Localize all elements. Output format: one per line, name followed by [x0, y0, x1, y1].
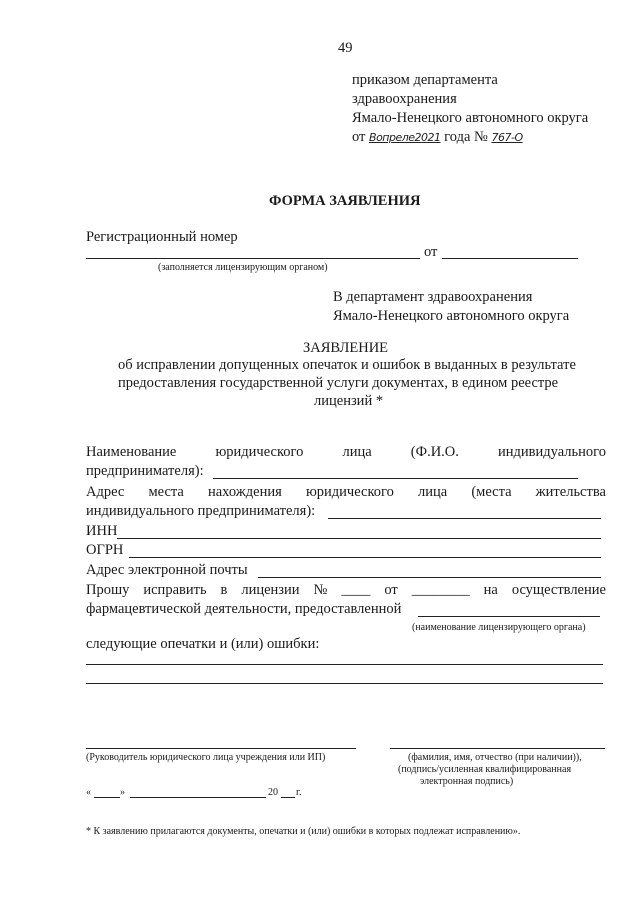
request-word: исправить: [143, 582, 207, 598]
errors-line-1[interactable]: [86, 664, 603, 665]
sign-label-line1: (подпись/усиленная квалифицированная: [398, 764, 572, 775]
registration-label: Регистрационный номер: [86, 229, 238, 245]
request-label-line2: фармацевтической деятельности, предоставленной: [86, 601, 402, 617]
date-day-line[interactable]: [94, 797, 120, 798]
head-label: (Руководитель юридического лица учреждения или ИП): [86, 752, 326, 763]
year-suffix: г.: [296, 787, 302, 798]
request-word: №: [313, 582, 328, 598]
sign-label-line2: электронная подпись): [420, 776, 514, 787]
errors-line-2[interactable]: [86, 683, 603, 684]
name-field-line[interactable]: [213, 478, 578, 479]
name-field-label-line2: предпринимателя):: [86, 463, 204, 479]
statement-subtitle-line2: предоставления государственной услуги документах, в едином реестре: [118, 375, 559, 391]
order-header-line4: [352, 129, 523, 146]
date-open-quote: «: [86, 787, 91, 798]
date-month-line[interactable]: [130, 797, 266, 798]
address-word: (места: [471, 484, 512, 500]
inn-label: ИНН: [86, 523, 118, 539]
address-field-label-line2: индивидуального предпринимателя):: [86, 503, 316, 519]
registration-date-line: [442, 258, 578, 259]
address-word: жительства: [535, 484, 606, 500]
year-prefix: 20: [268, 787, 278, 798]
request-word: на: [483, 582, 498, 598]
statement-subtitle-line3: лицензий *: [314, 393, 384, 409]
address-word: места: [148, 484, 184, 500]
name-field-label-line1: [86, 444, 606, 461]
name-word: лица: [342, 444, 372, 460]
footnote: * К заявлению прилагаются документы, опечатки и (или) ошибки в которых подлежат исправлению».: [86, 826, 521, 837]
license-number-blank[interactable]: ____: [341, 582, 371, 598]
request-word: лицензии: [241, 582, 300, 598]
address-field-line[interactable]: [328, 518, 601, 519]
request-word: осуществление: [511, 582, 606, 598]
ogrn-field-line[interactable]: [129, 557, 601, 558]
licensing-authority-note: (наименование лицензирующего органа): [412, 622, 586, 633]
order-header-line2: здравоохранения: [352, 91, 457, 107]
addressee-line2: Ямало-Ненецкого автономного округа: [333, 308, 570, 324]
request-word: от: [384, 582, 398, 598]
license-date-blank[interactable]: ________: [411, 582, 470, 598]
statement-title: ЗАЯВЛЕНИЕ: [303, 340, 389, 356]
registration-number-line: [86, 258, 420, 259]
fio-signature-line[interactable]: [390, 748, 605, 749]
address-field-label-line1: [86, 484, 606, 501]
addressee-line1: В департамент здравоохранения: [333, 289, 533, 305]
statement-subtitle-line1: об исправлении допущенных опечаток и ошибок в выданных в результате: [118, 357, 576, 373]
inn-field-line[interactable]: [117, 538, 601, 539]
name-word: юридического: [215, 444, 304, 460]
handwritten-date: Вопреле2021: [369, 131, 441, 144]
address-word: нахождения: [207, 484, 282, 500]
name-word: Наименование: [86, 444, 177, 460]
registration-note: (заполняется лицензирующим органом): [158, 262, 328, 273]
registration-from-label: от: [424, 244, 438, 260]
head-signature-line[interactable]: [86, 748, 356, 749]
request-label-line1: [86, 582, 606, 599]
date-year-line[interactable]: [281, 797, 295, 798]
fio-label: (фамилия, имя, отчество (при наличии)),: [408, 752, 582, 763]
name-word: (Ф.И.О.: [410, 444, 459, 460]
request-word: в: [220, 582, 228, 598]
order-header-line3: Ямало-Ненецкого автономного округа: [352, 110, 589, 126]
name-word: индивидуального: [498, 444, 606, 460]
handwritten-number: 767-О: [491, 131, 523, 144]
page-number: 49: [338, 40, 353, 56]
form-title: ФОРМА ЗАЯВЛЕНИЯ: [269, 193, 421, 209]
address-word: Адрес: [86, 484, 125, 500]
date-close-quote: »: [120, 787, 125, 798]
order-date-prefix: от: [352, 129, 366, 145]
request-word: Прошу: [86, 582, 130, 598]
licensing-authority-line[interactable]: [418, 616, 600, 617]
ogrn-label: ОГРН: [86, 542, 124, 558]
address-word: юридического: [305, 484, 394, 500]
order-header-line1: приказом департамента: [352, 72, 498, 88]
errors-label: следующие опечатки и (или) ошибки:: [86, 636, 320, 652]
order-number-label: года №: [444, 129, 488, 145]
address-word: лица: [417, 484, 448, 500]
email-field-line[interactable]: [258, 577, 601, 578]
email-label: Адрес электронной почты: [86, 562, 248, 578]
